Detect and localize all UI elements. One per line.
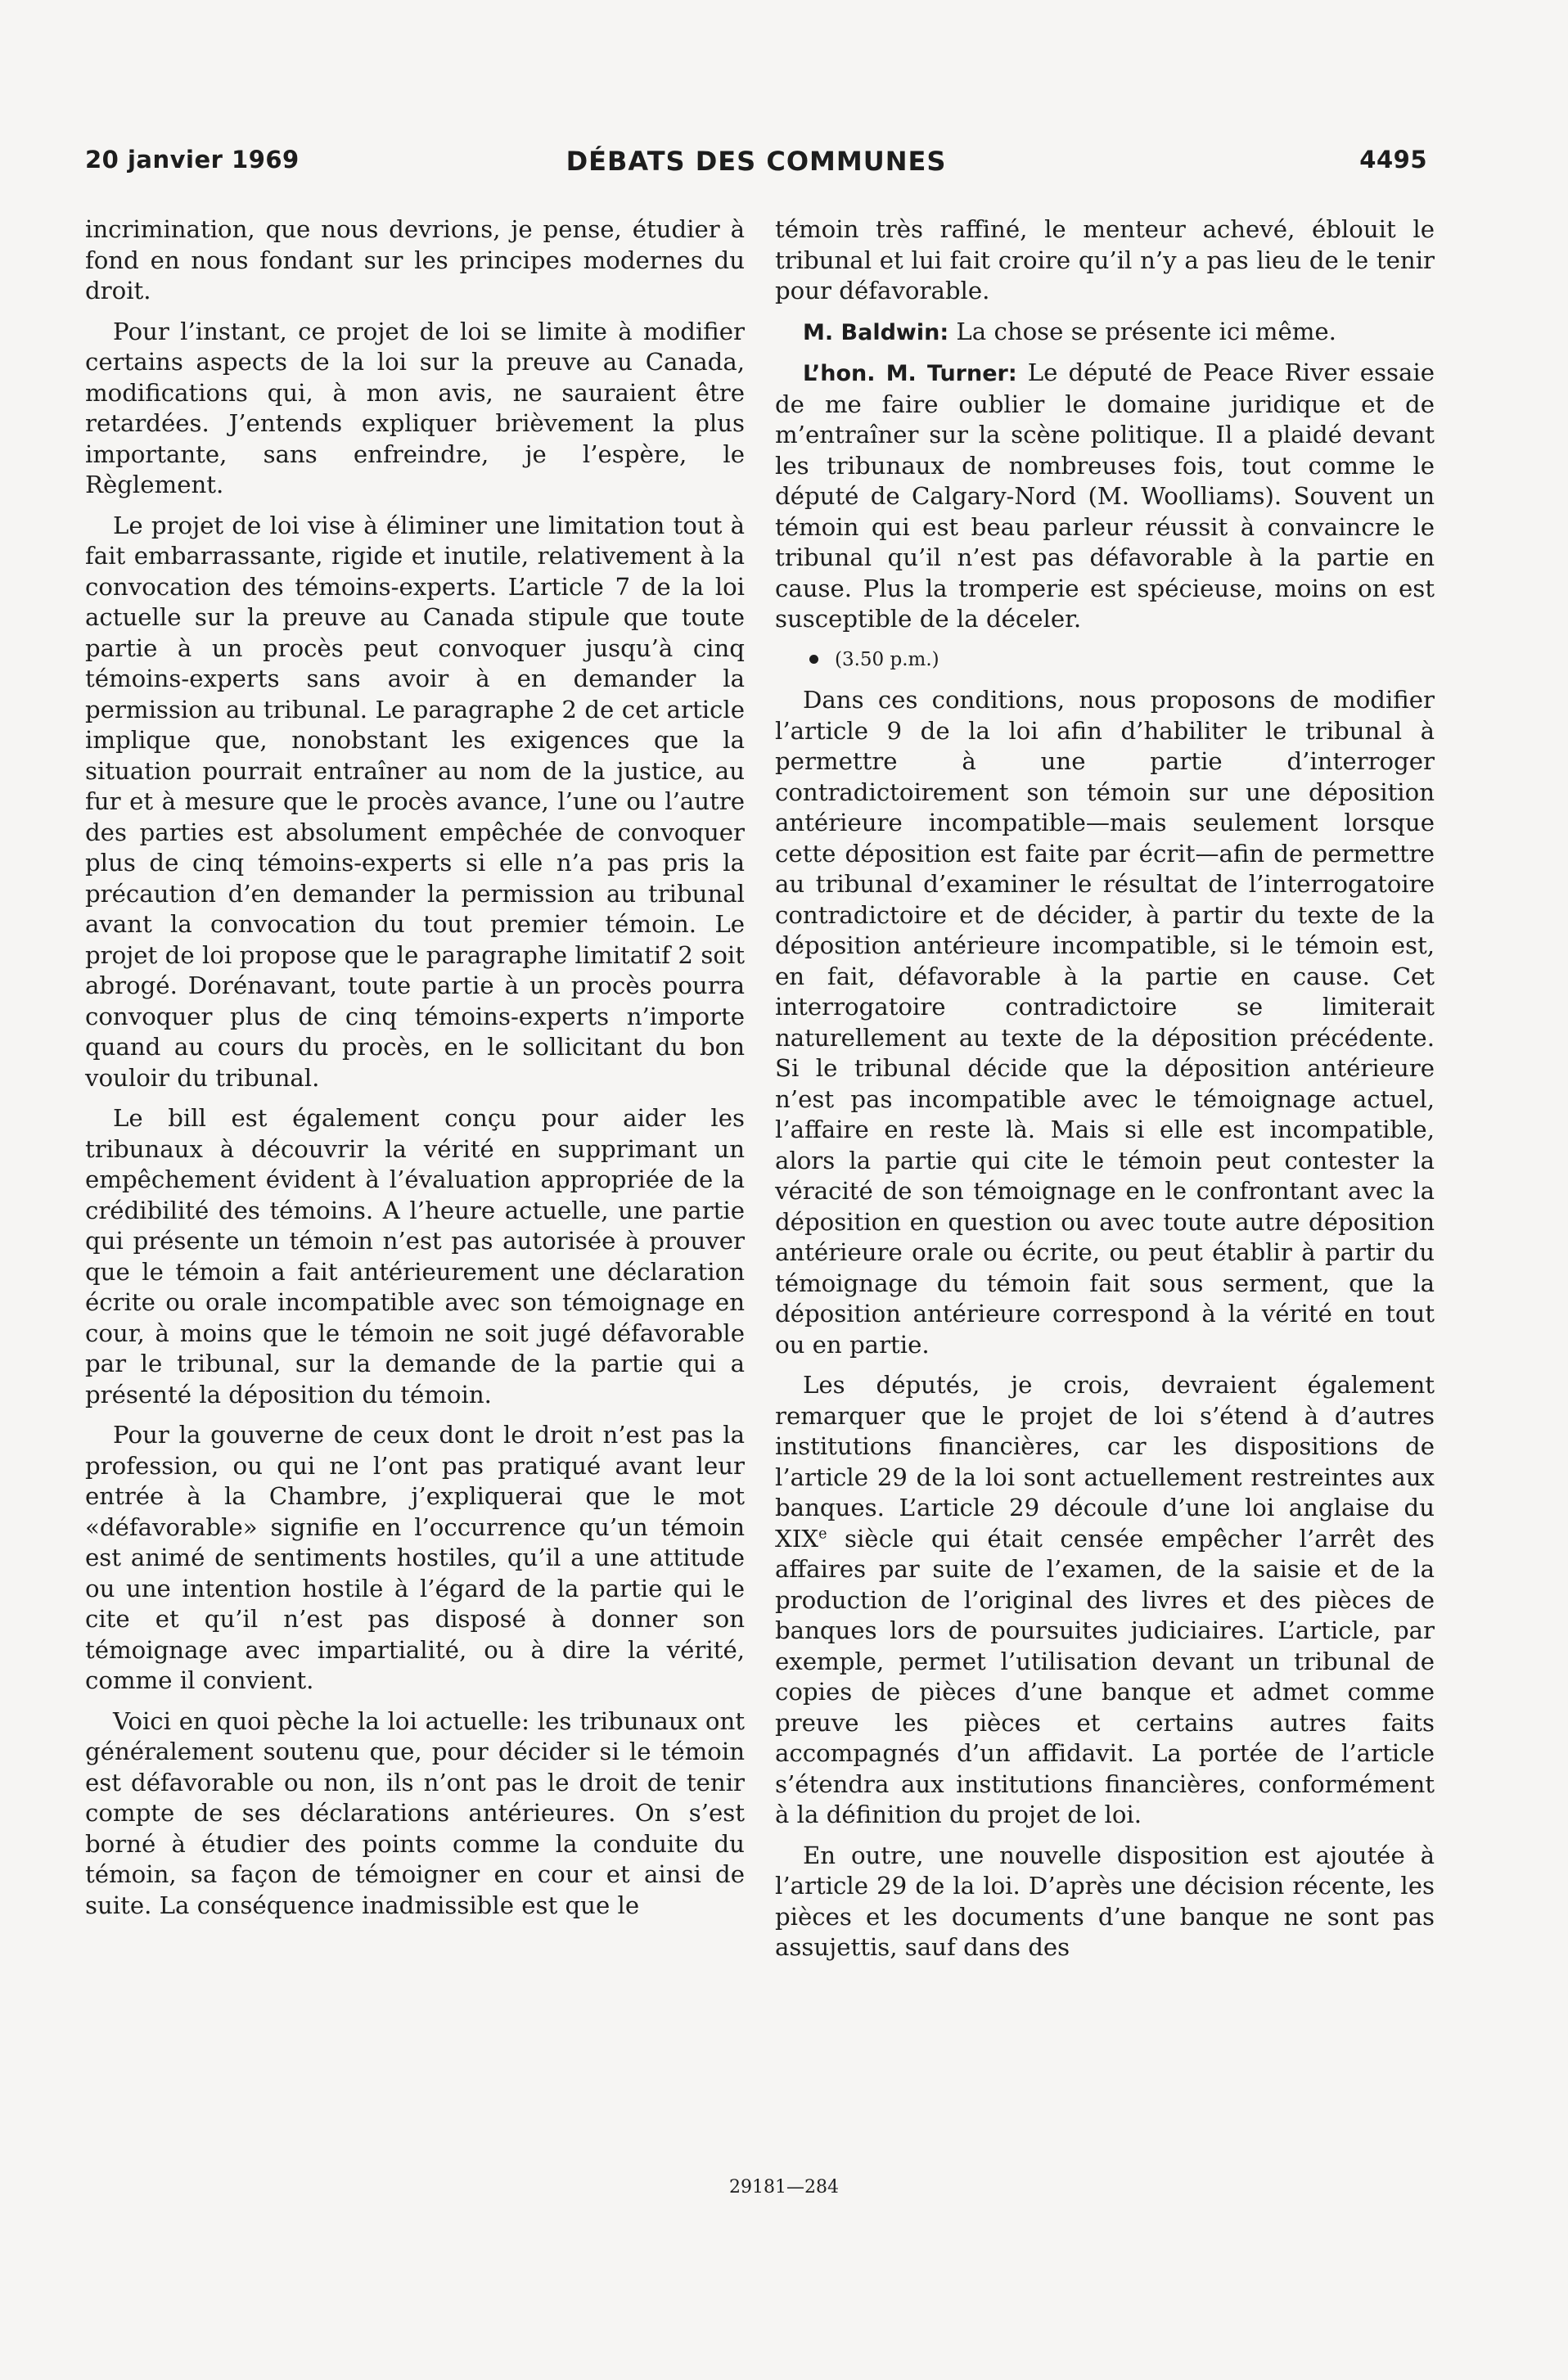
paragraph: Voici en quoi pèche la loi actuelle: les tribunaux ont généralement soutenu que, pour décider si le témoin est défavorable ou non, ils n’ont pas le droit de tenir compte de ses déclarations antérieures. On s’est borné à étudier des points comme la conduite du témoin, sa façon de témoigner en cour et ainsi de suite. La conséquence inadmissible est que le [85,1706,745,1919]
page-header [85,146,1427,182]
paragraph: En outre, une nouvelle disposition est ajoutée à l’article 29 de la loi. D’après une décision récente, les pièces et les documents d’une banque ne sont pas assujettis, sauf dans des [775,1841,1435,1961]
speech-baldwin [775,317,1435,349]
superscript: e [818,1525,827,1542]
header-title: DÉBATS DES COMMUNES [565,146,947,177]
paragraph: témoin très raffiné, le menteur achevé, éblouit le tribunal et lui fait croire qu’il n’y a pas lieu de le tenir pour défavorable. [775,215,1435,304]
paragraph: Le projet de loi vise à éliminer une limitation tout à fait embarrassante, rigide et inutile, relativement à la convocation des témoins-experts. L’article 7 de la loi actuelle sur la preuve au Canada stipule que toute partie à un procès peut convoquer jusqu’à cinq témoins-experts sans avoir à en demander la permission au tribunal. Le paragraphe 2 de cet article implique que, nonobstant les exigences que la situation pourrait entraîner au nom de la justice, au fur et à mesure que le procès avance, l’une ou l’autre des parties est absolument empêchée de convoquer plus de cinq témoins-experts si elle n’a pas pris la précaution d’en demander la permission au tribunal avant la convocation du tout premier témoin. Le projet de loi propose que le paragraphe limitatif 2 soit abrogé. Dorénavant, toute partie à un procès pourra convoquer plus de cinq témoins-experts n’importe quand au cours du procès, en le sollicitant du bon vouloir du tribunal. [85,511,745,1092]
paragraph-part: Les députés, je crois, devraient également remarquer que le projet de loi s’étend à d’autres institutions financières, car les dispositions de l’article 29 de la loi sont actuellement restreintes aux banques. L’article 29 découle d’une loi anglaise du XIX [775,1371,1435,1553]
speech-text: Le député de Peace River essaie de me faire oublier le domaine juridique et de m’entraîner sur la scène politique. Il a plaidé devant les tribunaux de nombreuses fois, tout comme le député de Calgary-Nord (M. Woolliams). Souvent un témoin qui est beau parleur réussit à convaincre le tribunal qu’il n’est pas défavorable à la partie en cause. Plus la tromperie est spécieuse, moins on est susceptible de la déceler. [775,358,1435,633]
speaker-name: M. Baldwin: [803,319,949,345]
speech-text: La chose se présente ici même. [956,317,1336,345]
time-text: (3.50 p.m.) [835,648,939,670]
paragraph: incrimination, que nous devrions, je pense, étudier à fond en nous fondant sur les principes modernes du droit. [85,215,745,304]
paragraph-part: siècle qui était censée empêcher l’arrêt des affaires par suite de l’examen, de la saisie et de la production de l’original des livres et des pièces de banques lors de poursuites judiciaires. L’article, par exemple, permet l’utilisation devant un tribunal de copies de pièces d’une banque et admet comme preuve les pièces et certains autres faits accompagnés d’un affidavit. La portée de l’article s’étendra aux institutions financières, conformément à la définition du projet de loi. [775,1524,1435,1828]
header-page-number: 4495 [1359,146,1427,174]
bullet-icon [809,655,818,664]
left-column [85,214,745,1921]
time-marker [775,645,1435,676]
paragraph: Pour l’instant, ce projet de loi se limite à modifier certains aspects de la loi sur la preuve au Canada, modifications qui, à mon avis, ne sauraient être retardées. J’entends expliquer brièvement la plus importante, sans enfreindre, je l’espère, le Règlement. [85,317,745,498]
header-date: 20 janvier 1969 [85,146,300,174]
paragraph: Pour la gouverne de ceux dont le droit n’est pas la profession, ou qui ne l’ont pas pratiqué avant leur entrée à la Chambre, j’expliquerai que le mot «défavorable» signifie en l’occurrence qu’un témoin est animé de sentiments hostiles, qu’il a une attitude ou une intention hostile à l’égard de la partie qui le cite et qu’il n’est pas disposé à donner son témoignage avec impartialité, ou à dire la vérité, comme il convient. [85,1421,745,1694]
speaker-name: L’hon. M. Turner: [803,361,1017,386]
paragraph [775,1370,1435,1831]
speech-turner [775,358,1435,635]
right-column [775,214,1435,1963]
page-footer: 29181—284 [729,2177,839,2197]
paragraph: Le bill est également conçu pour aider les tribunaux à découvrir la vérité en supprimant un empêchement évident à l’évaluation appropriée de la crédibilité des témoins. A l’heure actuelle, une partie qui présente un témoin n’est pas autorisée à prouver que le témoin a fait antérieurement une déclaration écrite ou orale incompatible avec son témoignage en cour, à moins que le témoin ne soit jugé défavorable par le tribunal, sur la demande de la partie qui a présenté la déposition du témoin. [85,1104,745,1409]
paragraph: Dans ces conditions, nous proposons de modifier l’article 9 de la loi afin d’habiliter le tribunal à permettre à une partie d’interroger contradictoirement son témoin sur une déposition antérieure incompatible—mais seulement lorsque cette déposition est faite par écrit—afin de permettre au tribunal d’examiner le résultat de l’interrogatoire contradictoire et de décider, à partir du texte de la déposition antérieure incompatible, si le témoin est, en fait, défavorable à la partie en cause. Cet interrogatoire contradictoire se limiterait naturellement au texte de la déposition précédente. Si le tribunal décide que la déposition antérieure n’est pas incompatible avec le témoignage actuel, l’affaire en reste là. Mais si elle est incompatible, alors la partie qui cite le témoin peut contester la véracité de son témoignage en le confrontant avec la déposition en question ou avec toute autre déposition antérieure orale ou écrite, ou peut établir à partir du témoignage du témoin fait sous serment, que la déposition antérieure correspond à la vérité en tout ou en partie. [775,686,1435,1359]
